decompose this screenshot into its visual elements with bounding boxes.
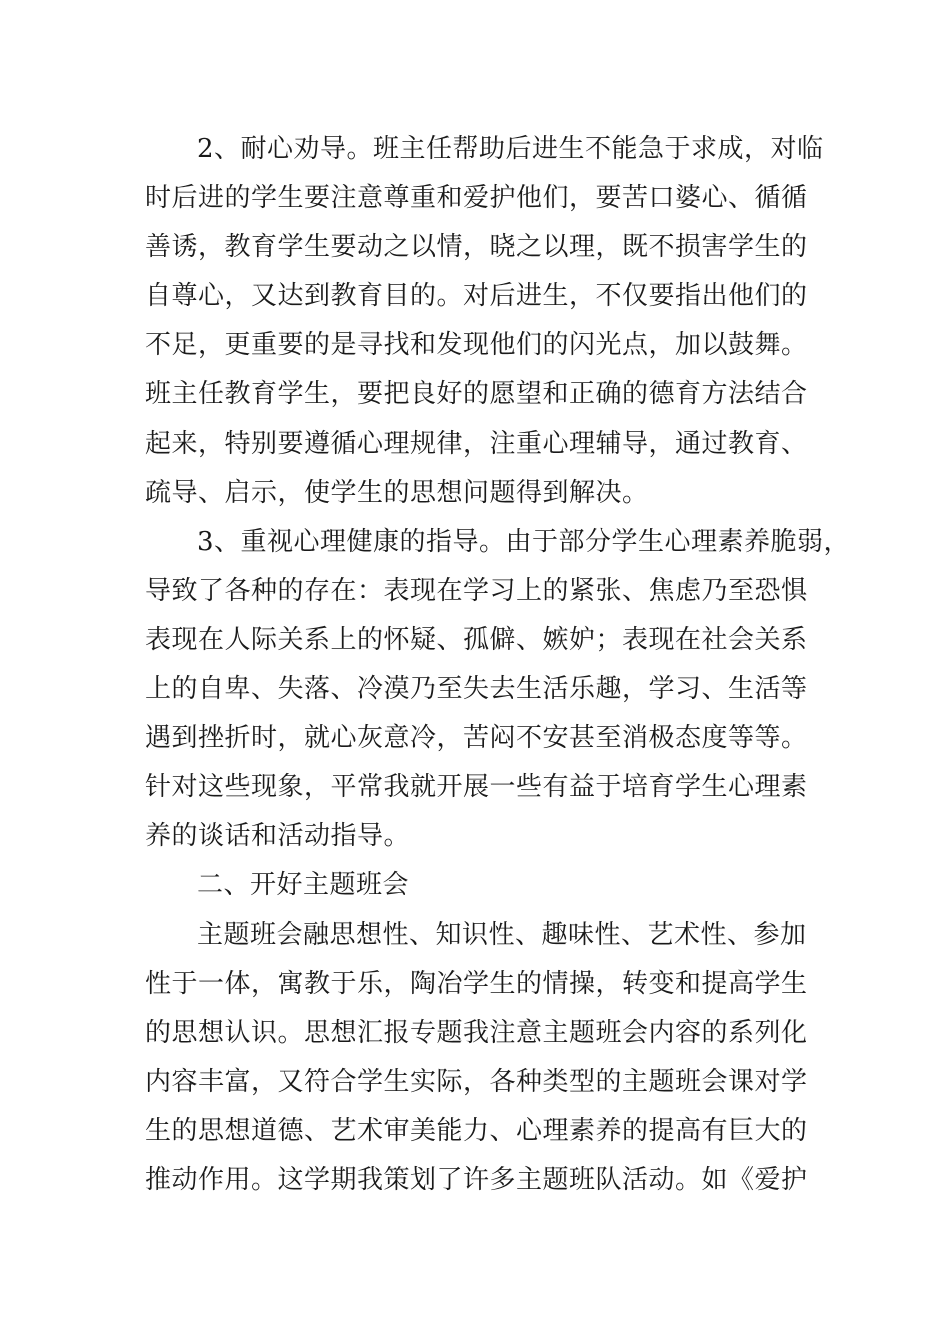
text-line: 上的自卑、失落、冷漠乃至失去生活乐趣，学习、生活等 bbox=[145, 674, 808, 705]
text-line: 自尊心，又达到教育目的。对后进生，不仅要指出他们的 bbox=[145, 281, 808, 312]
body-text bbox=[145, 125, 851, 1205]
text-line: 推动作用。这学期我策划了许多主题班队活动。如《爱护 bbox=[145, 1164, 808, 1195]
section-heading: 二、开好主题班会 bbox=[197, 870, 410, 901]
paragraph-3-heading-line: 3、重视心理健康的指导。由于部分学生心理素养脆弱， bbox=[197, 526, 851, 557]
text-line: 养的谈话和活动指导。 bbox=[145, 821, 411, 852]
text-line: 善诱，教育学生要动之以情，晓之以理，既不损害学生的 bbox=[145, 232, 808, 263]
text-line: 时后进的学生要注意尊重和爱护他们，要苦口婆心、循循 bbox=[145, 183, 808, 214]
text-line: 内容丰富，又符合学生实际，各种类型的主题班会课对学 bbox=[145, 1066, 808, 1097]
text-line: 起来，特别要遵循心理规律，注重心理辅导，通过教育、 bbox=[145, 428, 808, 459]
text-line: 的思想认识。思想汇报专题我注意主题班会内容的系列化 bbox=[145, 1017, 808, 1048]
paragraph-theme-meeting-line: 主题班会融思想性、知识性、趣味性、艺术性、参加 bbox=[197, 919, 807, 950]
text-line: 导致了各种的存在：表现在学习上的紧张、焦虑乃至恐惧 bbox=[145, 575, 808, 606]
text-line: 班主任教育学生，要把良好的愿望和正确的德育方法结合 bbox=[145, 379, 808, 410]
text-line: 性于一体，寓教于乐，陶冶学生的情操，转变和提高学生 bbox=[145, 968, 808, 999]
text-line: 不足，更重要的是寻找和发现他们的闪光点，加以鼓舞。 bbox=[145, 330, 808, 361]
text-line: 针对这些现象，平常我就开展一些有益于培育学生心理素 bbox=[145, 772, 808, 803]
paragraph-2-heading-line: 2、耐心劝导。班主任帮助后进生不能急于求成，对临 bbox=[197, 134, 824, 164]
text-line: 表现在人际关系上的怀疑、孤僻、嫉妒；表现在社会关系 bbox=[145, 624, 808, 655]
text-line: 生的思想道德、艺术审美能力、心理素养的提高有巨大的 bbox=[145, 1115, 808, 1146]
text-line: 遇到挫折时，就心灰意冷，苦闷不安甚至消极态度等等。 bbox=[145, 723, 808, 754]
text-line: 疏导、启示，使学生的思想问题得到解决。 bbox=[145, 477, 649, 508]
